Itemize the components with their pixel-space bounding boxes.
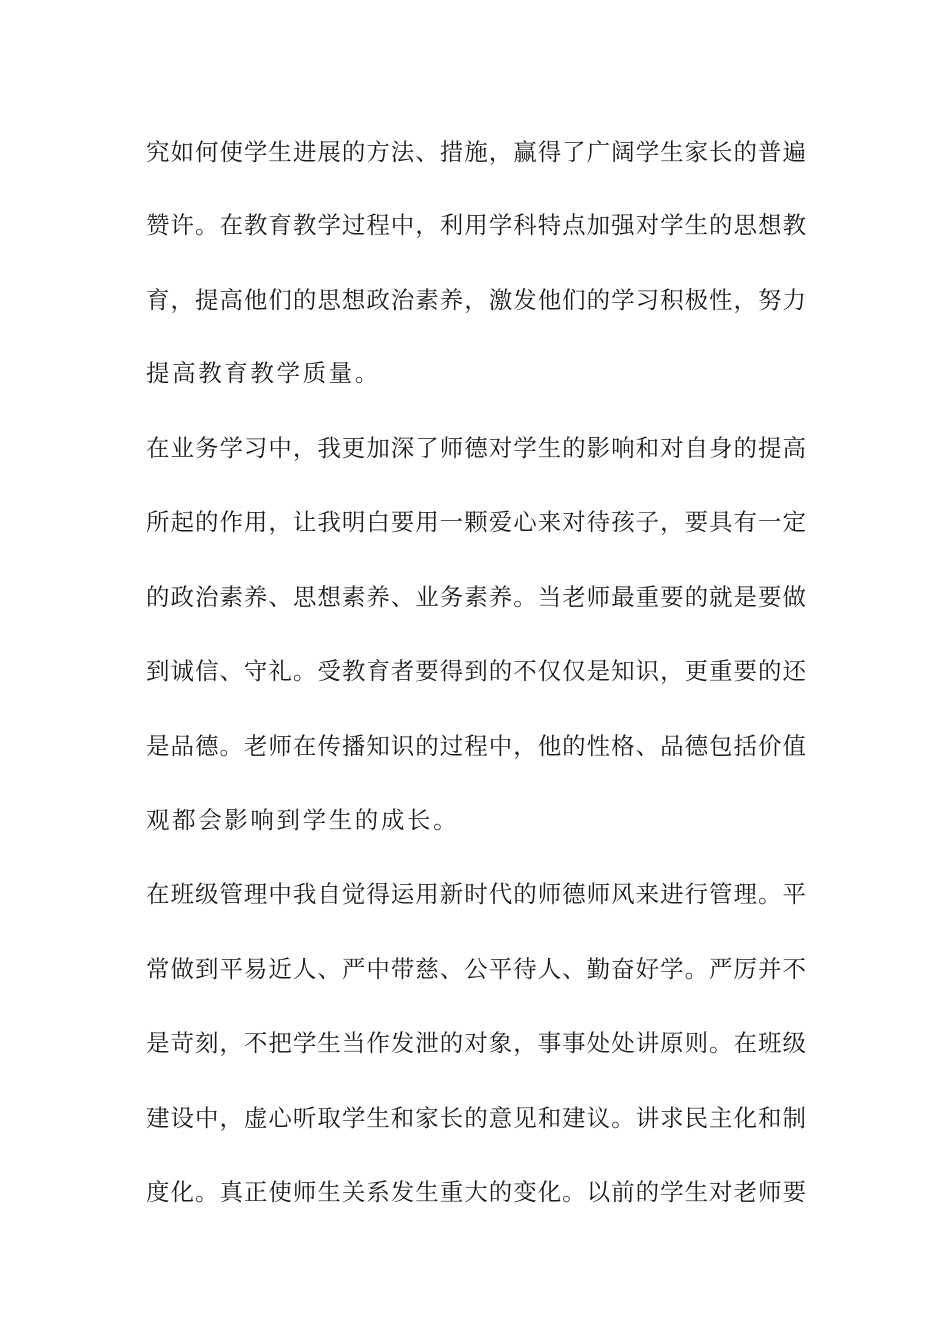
text-line: 常做到平易近人、严中带慈、公平待人、勤奋好学。严厉并不	[146, 955, 806, 983]
text-line: 提高教育教学质量。	[146, 359, 381, 387]
text-line: 在业务学习中，我更加深了师德对学生的影响和对自身的提高	[146, 434, 806, 462]
text-line: 到诚信、守礼。受教育者要得到的不仅仅是知识，更重要的还	[146, 657, 806, 685]
text-line: 度化。真正使师生关系发生重大的变化。以前的学生对老师要	[146, 1178, 806, 1206]
text-line: 所起的作用，让我明白要用一颗爱心来对待孩子，要具有一定	[146, 508, 806, 536]
text-line: 是苛刻，不把学生当作发泄的对象，事事处处讲原则。在班级	[146, 1029, 806, 1057]
text-line: 是品德。老师在传播知识的过程中，他的性格、品德包括价值	[146, 732, 806, 760]
text-line: 赞许。在教育教学过程中，利用学科特点加强对学生的思想教	[146, 211, 806, 239]
text-line: 究如何使学生进展的方法、措施，赢得了广阔学生家长的普遍	[146, 138, 806, 166]
text-line: 的政治素养、思想素养、业务素养。当老师最重要的就是要做	[146, 583, 806, 611]
text-line: 在班级管理中我自觉得运用新时代的师德师风来进行管理。平	[146, 880, 806, 908]
text-line: 观都会影响到学生的成长。	[146, 806, 460, 834]
text-line: 建设中，虚心听取学生和家长的意见和建议。讲求民主化和制	[146, 1104, 806, 1132]
text-line: 育，提高他们的思想政治素养，激发他们的学习积极性，努力	[146, 286, 806, 314]
